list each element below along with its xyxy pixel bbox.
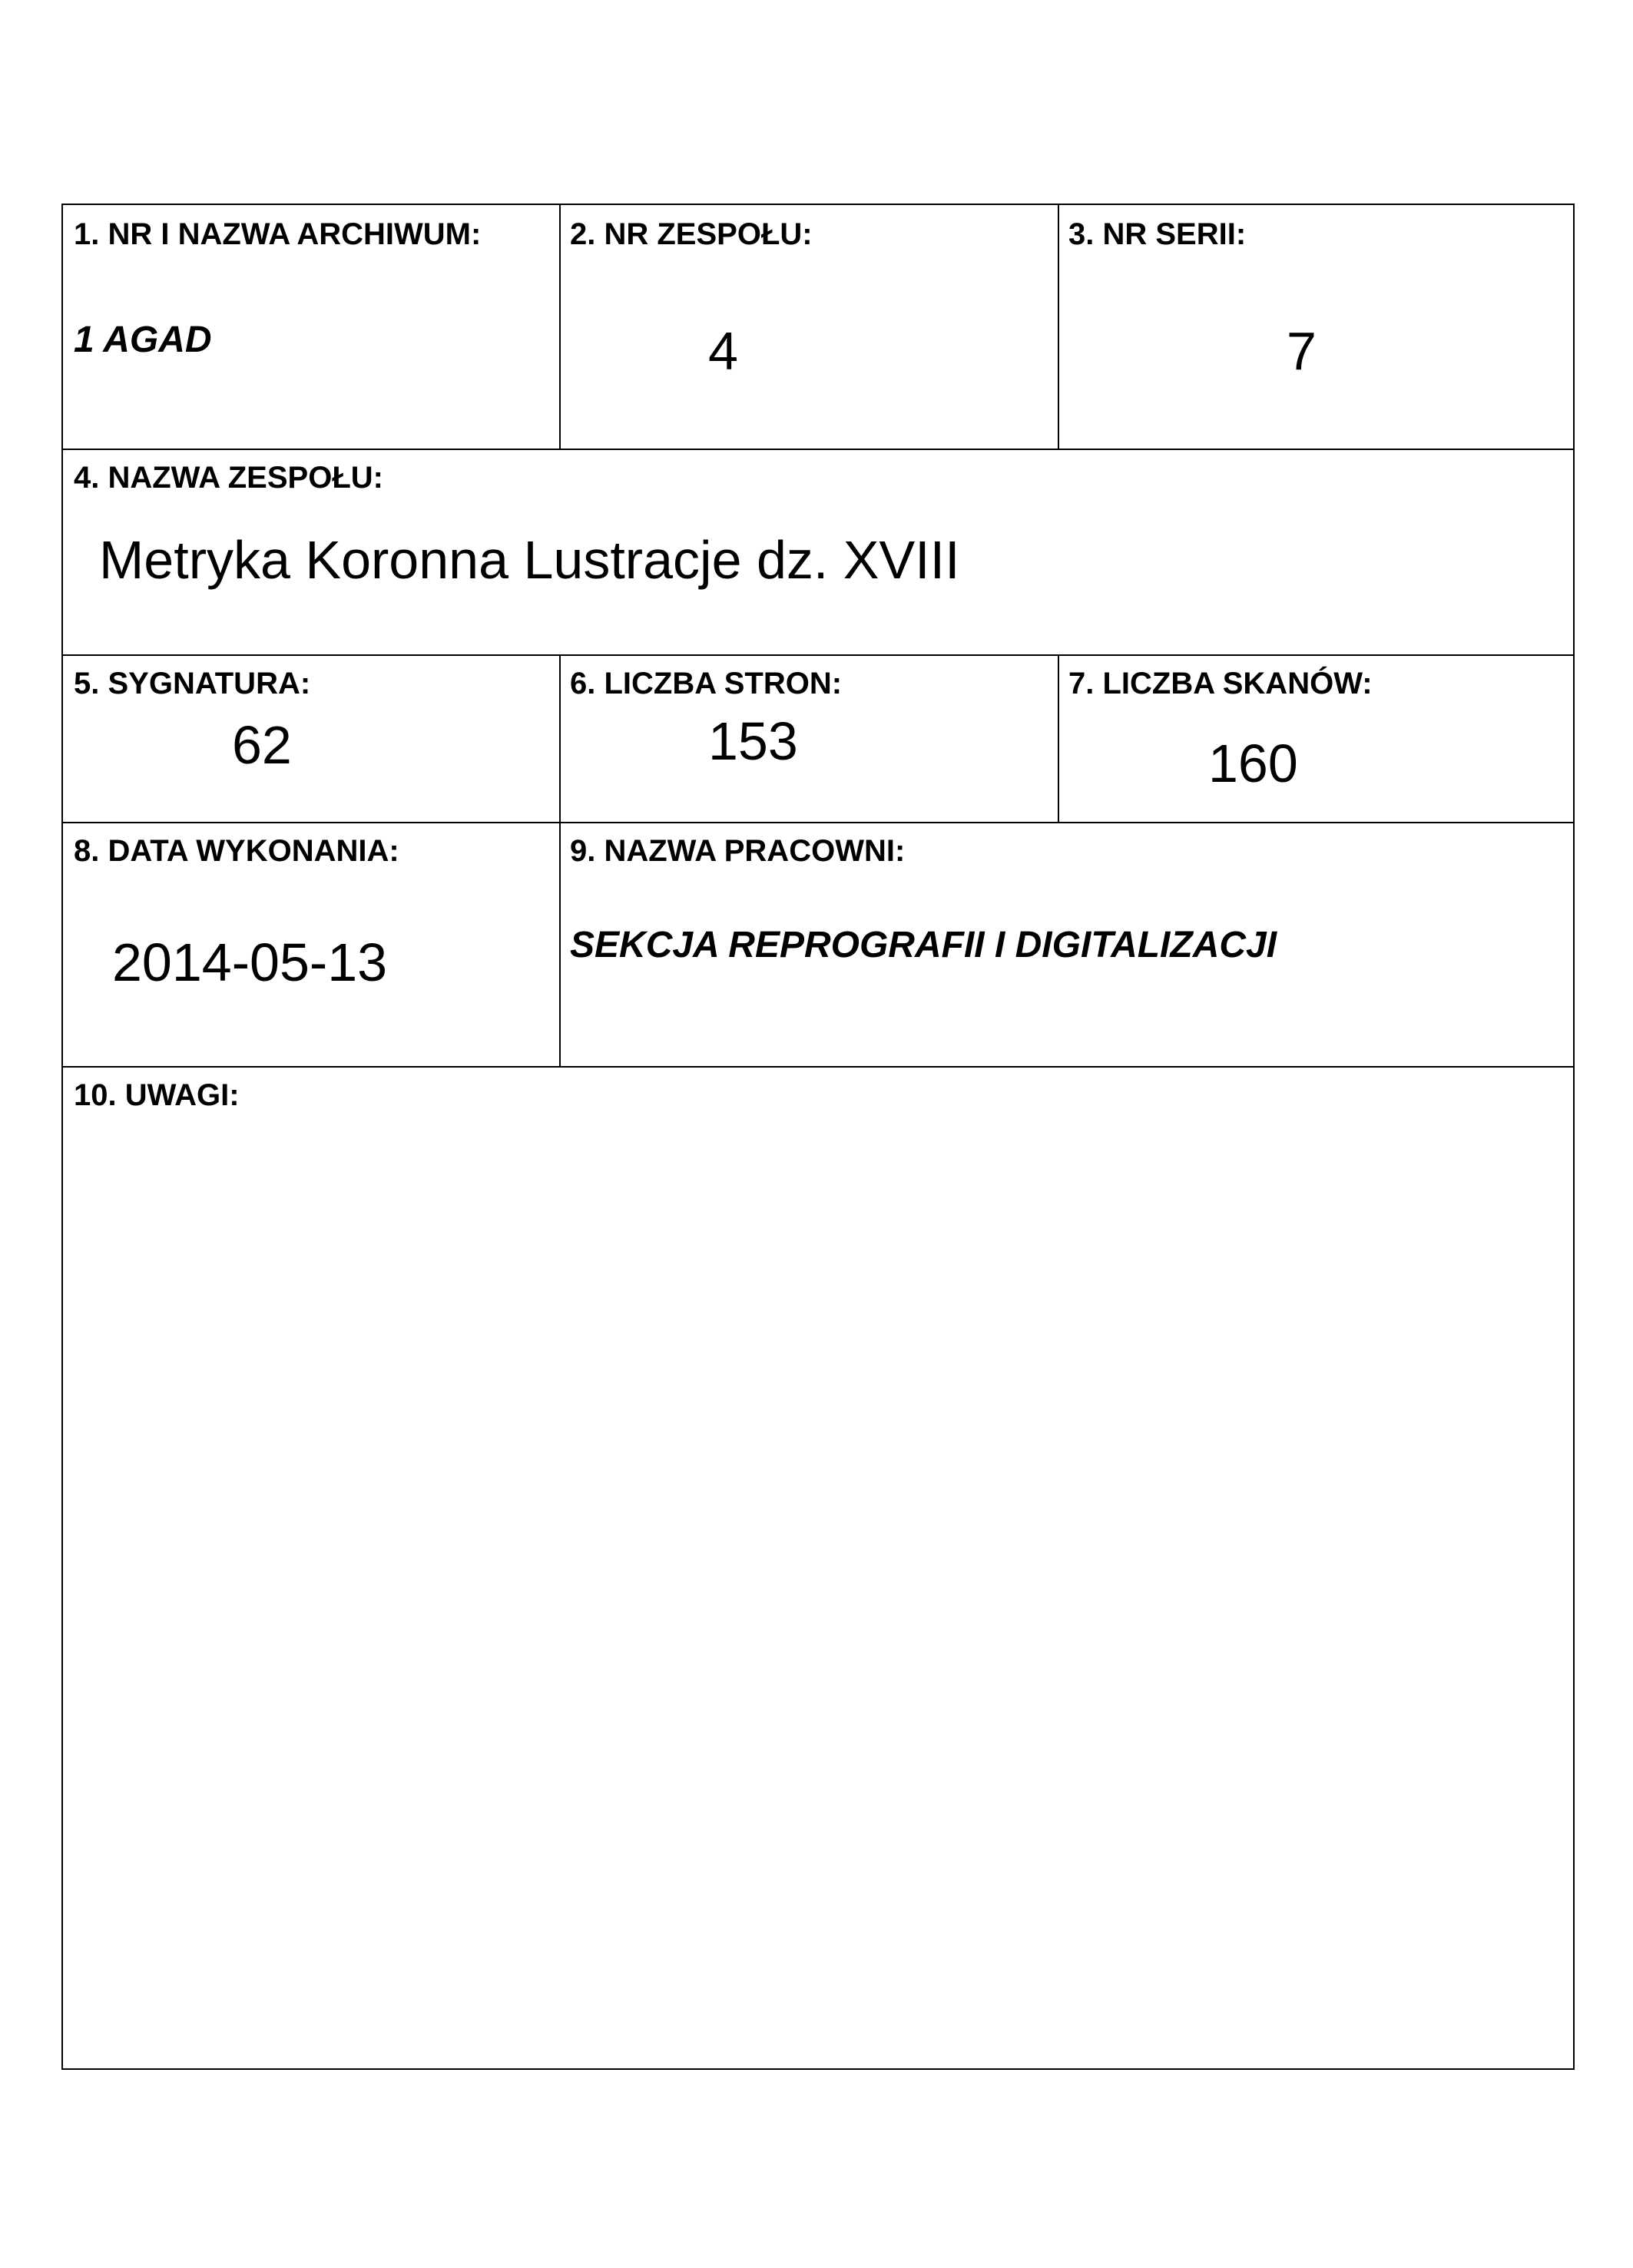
- date-label: 8. DATA WYKONANIA:: [74, 834, 399, 868]
- series-number-label: 3. NR SERII:: [1068, 217, 1247, 251]
- signature-value: 62: [232, 715, 292, 775]
- archive-value: 1 AGAD: [74, 320, 212, 360]
- archive-cell: [63, 205, 559, 449]
- archive-label: 1. NR I NAZWA ARCHIWUM:: [74, 217, 482, 251]
- page-count-value: 153: [708, 711, 798, 771]
- fonds-name-label: 4. NAZWA ZESPOŁU:: [74, 461, 383, 495]
- scan-count-label: 7. LICZBA SKANÓW:: [1068, 667, 1373, 700]
- series-number-cell: [1058, 205, 1575, 449]
- signature-label: 5. SYGNATURA:: [74, 667, 311, 700]
- scan-count-value: 160: [1208, 733, 1298, 793]
- fonds-number-cell: [559, 205, 1058, 449]
- notes-cell: [63, 1066, 1575, 2070]
- page-count-label: 6. LICZBA STRON:: [570, 667, 843, 700]
- fonds-number-label: 2. NR ZESPOŁU:: [570, 217, 813, 251]
- fonds-number-value: 4: [708, 321, 738, 381]
- signature-cell: [63, 654, 559, 822]
- workshop-value: SEKCJA REPROGRAFII I DIGITALIZACJI: [570, 925, 1277, 965]
- archive-metadata-form: [61, 204, 1575, 2070]
- workshop-label: 9. NAZWA PRACOWNI:: [570, 834, 906, 868]
- page-count-cell: [559, 654, 1058, 822]
- fonds-name-cell: [63, 449, 1575, 654]
- notes-label: 10. UWAGI:: [74, 1078, 240, 1112]
- fonds-name-value: Metryka Koronna Lustracje dz. XVIII: [99, 530, 960, 590]
- series-number-value: 7: [1287, 321, 1317, 381]
- date-value: 2014-05-13: [112, 932, 388, 992]
- workshop-cell: [559, 822, 1575, 1066]
- scan-count-cell: [1058, 654, 1575, 822]
- date-cell: [63, 822, 559, 1066]
